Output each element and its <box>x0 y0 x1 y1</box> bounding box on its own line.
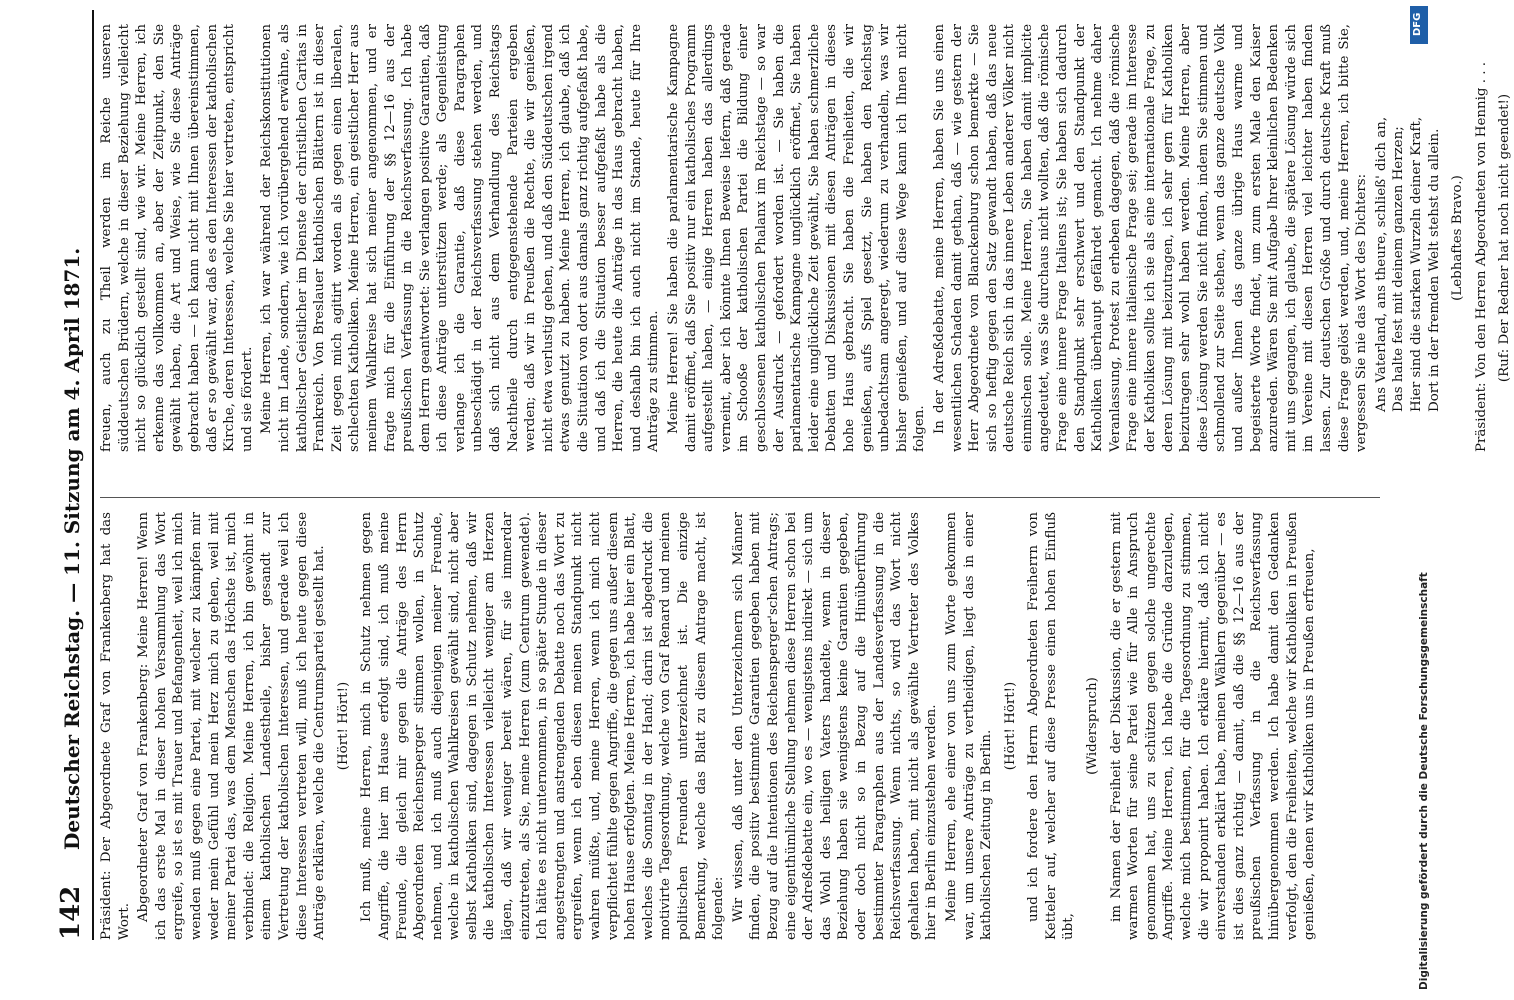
stage-note: (Lebhaftes Bravo.) <box>1450 175 1466 301</box>
page-header <box>52 10 92 940</box>
stage-note: (Hört! Hört!) <box>335 681 351 771</box>
page-number: 142 <box>56 885 86 940</box>
verse-line: Hier sind die starken Wurzeln deiner Kraft, <box>1408 116 1424 412</box>
paragraph: Präsident: Von den Herren Abgeordneten von Hennig . . . <box>1473 61 1489 452</box>
header-title: Deutscher Reichstag. — 11. Sitzung am 4. April 1871. <box>60 247 84 850</box>
dfg-credit: Digitalisierung gefördert durch die Deutsche Forschungsgemeinschaft <box>1418 572 1430 990</box>
paragraph: im Namen der Freiheit der Diskussion, die er gestern mit warmen Worten für seine Partei wie für Alle in Anspruch genommen hat, uns zu schützen gegen solche ungerechte Angriffe. Meine Herren, ich habe die Gründe darzulegen, welche mich bestimmen, für die Tagesordnung zu stimmen, die wir proponirt haben. Ich erkläre hiermit, daß ich nicht einverstanden erklärt habe, meinen Wählern gegenüber — es ist dies ganz richtig — damit, daß die §§ 12—16 aus der preußischen Verfassung in die Reichsverfassung hinübergenommen werden. Ich habe damit den Gedanken verfolgt, den die Freiheiten, welche wir Katholiken in Preußen genießen, denen wir Katholiken uns in Preußen erfreuen, <box>1108 512 1318 940</box>
column-separator <box>100 497 1380 498</box>
verse-line: Ans Vaterland, ans theure, schließ' dich an, <box>1373 116 1389 412</box>
header-rule <box>92 10 94 940</box>
verse-line: Dort in der fremden Welt stehst du allein. <box>1426 128 1442 412</box>
left-column <box>98 512 1388 940</box>
dfg-logo: DFG <box>1410 6 1428 44</box>
paragraph: Präsident: Der Abgeordnete Graf von Frankenberg hat das Wort. <box>99 512 132 940</box>
stage-note: (Hört! Hört!) <box>1002 681 1018 771</box>
paragraph: Meine Herren! Sie haben die parlamentarische Kampagne damit eröffnet, daß Sie positiv nur ein katholisches Programm aufgestellt haben, — einige Herren haben das allerdings verneint, aber ich könnte Ihnen Beweise liefern, daß gerade im Schooße der katholischen Partei die Bildung einer geschlossenen katholischen Phalanx im Reichstage — so war der Ausdruck — gefordert worden ist. — Sie haben die parlamentarische Kampagne unglücklich eröffnet, Sie haben leider eine unglückliche Zeit gewählt, Sie haben schmerzliche Debatten und Diskussionen mit diesen Anträgen in dieses hohe Haus gebracht. Sie haben die Freiheiten, die wir genießen, aufs Spiel gesetzt, Sie haben den Reichstag unbedachtsam angeregt, wiederum zu verhandeln, was wir bisher genießen, und auf diese Wege kann ich Ihnen nicht folgen. <box>666 24 928 452</box>
paragraph: und ich fordere den Herrn Abgeordneten Freiherrn von Ketteler auf, welcher auf diese Presse einen hohen Einfluß übt, <box>1026 512 1077 940</box>
paragraph: freuen, auch zu Theil werden im Reiche unseren süddeutschen Brüdern, welche in dieser Beziehung vielleicht nicht so glücklich gestellt sind, wie wir. Meine Herren, ich erkenne das vollkommen an, aber der Zeitpunkt, den Sie gewählt haben, die Art und Weise, wie Sie diese Anträge gebracht haben — ich kann nicht mit Ihnen übereinstimmen, daß er so gewählt war, daß es den Interessen der katholischen Kirche, deren Interessen, welche Sie hier vertreten, entspricht und sie fördert. <box>99 23 255 452</box>
paragraph: Abgeordneter Graf von Frankenberg: Meine Herren! Wenn ich das erste Mal in dieser hohen Versammlung das Wort ergreife, so ist es mit Trauer und Befangenheit, weil ich mich wenden muß gegen eine Partei, mit welcher zu kämpfen mir weder mein Gefühl und mein Herz mich zu gehen, weil mit meiner Partei das, was dem Menschen das Höchste ist, mich verbindet: die Religion. Meine Herren, ich bin gewöhnt in einem katholischen Landestheile, bisher gesandt zur Vertretung der katholischen Interessen, und gerade weil ich diese Interessen vertreten will, muß ich heute gegen diese Anträge erklären, welche die Centrumspartei gestellt hat. <box>136 512 328 940</box>
paragraph: Wir wissen, daß unter den Unterzeichnern sich Männer finden, die positiv bestimmte Garantien gegeben haben mit Bezug auf die Intentionen des Reichensperger'schen Antrags; eine eigenthümliche Stellung nehmen diese Herren schon bei der Adreßdebatte ein, wo es — wenigstens indirekt — sich um das Wohl des heiligen Vaters handelte, wenn in dieser Beziehung haben sie wenigstens keine Garantien gegeben, oder doch nicht so in Bezug auf die Hinüberführung bestimmter Paragraphen aus der Landesverfassung in die Reichsverfassung. Wenn nichts, so wird das Wort nicht gehalten haben, mit nicht als gewählte Vertreter des Volkes hier in Berlin einzustehen werden. <box>730 512 940 940</box>
verse-line: Das halte fest mit deinem ganzen Herzen; <box>1391 126 1407 412</box>
stage-note: (Widerspruch) <box>1085 677 1101 775</box>
paragraph: Meine Herren, ich war während der Reichskonstitutionen nicht im Lande, sondern, wie ich vorübergehend erwähne, als katholischer Geistlicher im Dienste der christlichen Caritas in Frankreich. Von Breslauer katholischen Blättern ist in dieser Zeit gegen mich agitirt worden als gegen einen liberalen, schlechten Katholiken. Meine Herren, ein geistlicher Herr aus meinem Wahlkreise hat sich meiner angenommen, und er fragte mich für die Einführung der §§ 12—16 aus der preußischen Verfassung in die Reichsverfassung. Ich habe dem Herrn geantwortet: Sie verlangen positive Garantien, daß ich diese Anträge unterstützen werde; als Gegenleistung verlange ich die Garantie, daß diese Paragraphen unbeschädigt in der Reichsverfassung stehen werden, und daß sich nicht aus dem Verhandlung des Reichstags Nachtheile durch entgegenstehende Parteien ergeben werden; daß wir in Preußen die Rechte, die wir genießen, nicht etwa verlustig gehen, und daß den Süddeutschen irgend etwas genutzt zu haben. Meine Herren, ich glaube, daß ich die Situation von dort aus damals ganz richtig aufgefaßt habe, und daß ich die Situation besser aufgefaßt habe als die Herren, die heute die Anträge in das Haus gebracht haben, und deshalb bin ich auch nicht im Stande, heute für Ihre Anträge zu stimmen. <box>259 24 662 452</box>
paragraph: Meine Herren, ehe einer von uns zum Worte gekommen war, um unsere Anträge zu vertheidigen, liegt das in einer katholischen Zeitung in Berlin. <box>943 512 995 940</box>
paragraph: In der Adreßdebatte, meine Herren, haben Sie uns einen wesentlichen Schaden damit gethan, daß — wie gestern der Herr Abgeordnete von Blanckenburg schon bemerkte — Sie sich so heftig gegen den Satz gewandt haben, daß das neue deutsche Reich sich in das innere Leben anderer Völker nicht einmischen solle. Meine Herren, Sie haben damit implicite angedeutet, was Sie durchaus nicht wollten, daß die römische Frage eine innere Frage Italiens ist; Sie haben sich dadurch den Standpunkt sehr erschwert und den Standpunkt der Katholiken überhaupt gefährdet gemacht. Ich nehme daher Veranlassung, Protest zu erheben dagegen, daß die römische Frage eine innere italienische Frage sei; gerade im Interesse der Katholiken sollte ich sie als eine internationale Frage, zu deren Lösung mit beizutragen, ich sehr gern für Katholiken beizutragen sehr wohl haben werden. Meine Herren, aber diese Lösung werden Sie nicht finden, indem Sie stimmen und schmollend zur Seite stehen, wenn das ganze deutsche Volk und außer Ihnen das ganze übrige Haus warme und begeisterte Worte findet, um zum ersten Male den Kaiser anzureden. Wären Sie mit Aufgabe Ihrer kleinlichen Bedenken mit uns gegangen, ich glaube, die spätere Lösung würde sich im Vereine mit diesen Herren viel leichter haben finden lassen. Zur deutschen Größe und durch deutsche Kraft muß diese Frage gelöst werden, und, meine Herren, ich bitte Sie, vergessen Sie nie das Wort des Dichters: <box>931 24 1370 452</box>
stage-note: (Ruf: Der Redner hat noch nicht geendet!) <box>1497 93 1513 383</box>
paragraph: Ich muß, meine Herren, mich in Schutz nehmen gegen Angriffe, die hier im Hause erfolgt sind, ich muß meine Freunde, die gleich mir gegen die Anträge des Herrn Abgeordneten Reichensperger stimmen wollen, in Schutz nehmen, und ich muß auch diejenigen meiner Freunde, welche in katholischen Wahlkreisen gewählt sind, nicht aber selbst Katholiken sind, dagegen in Schutz nehmen, daß wir die katholischen Interessen vielleicht weniger am Herzen lägen, daß wir weniger bereit wären, für sie immerdar einzutreten, als Sie, meine Herren (zum Centrum gewendet). Ich hätte es nicht unternommen, in so später Stunde in dieser angestrengten und anstrengenden Debatte noch das Wort zu ergreifen, wenn ich eben diesen meinen Standpunkt nicht wahren müßte, und, meine Herren, wenn ich mich nicht verpflichtet fühlte gegen Angriffe, die gegen uns außer diesem hohen Hause erfolgten. Meine Herren, ich habe hier ein Blatt, welches die Sonntag in der Hand; darin ist abgedruckt die motivirte Tagesordnung, welche von Graf Renard und meinen politischen Freunden unterzeichnet ist. Die einzige Bemerkung, welche das Blatt zu diesem Antrage macht, ist folgende: <box>359 512 727 940</box>
